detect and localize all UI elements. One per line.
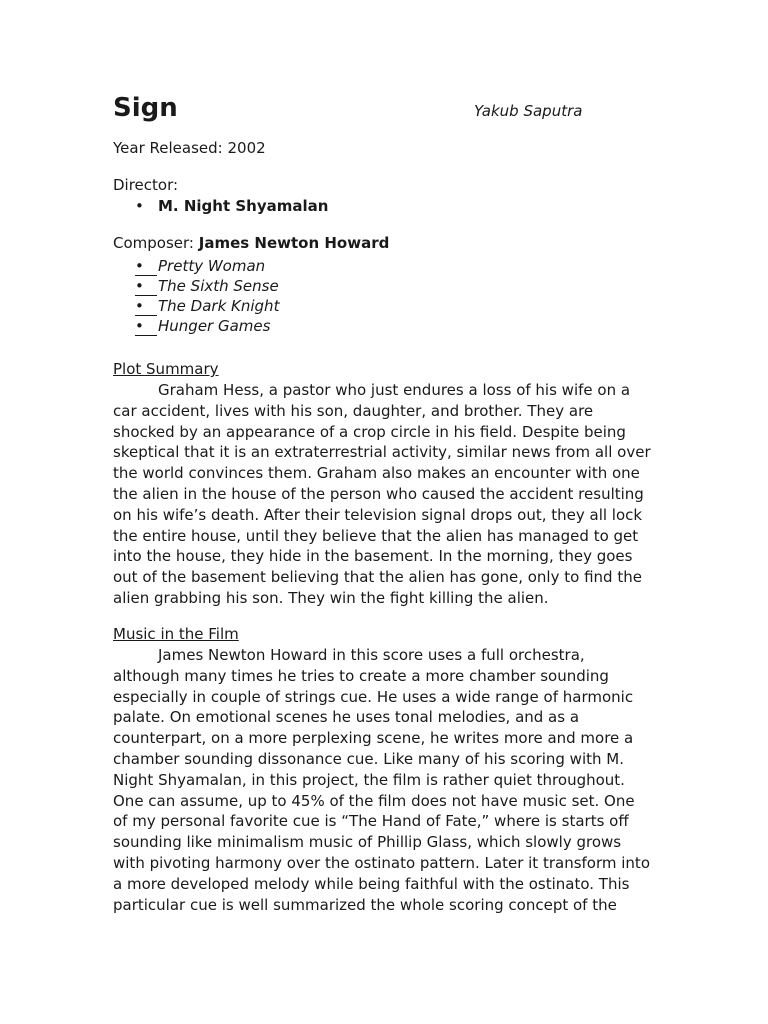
paragraph-line: out of the basement believing that the alien has gone, only to find the bbox=[113, 568, 642, 587]
paragraph-line: of my personal favorite cue is “The Hand of Fate,” where is starts off bbox=[113, 812, 629, 831]
composer-name: James Newton Howard bbox=[198, 234, 390, 252]
film-title: Pretty Woman bbox=[158, 257, 266, 275]
paragraph-line: into the house, they hide in the basement. In the morning, they goes bbox=[113, 547, 633, 566]
paragraph-line: especially in couple of strings cue. He uses a wide range of harmonic bbox=[113, 687, 634, 706]
bullet-icon: • bbox=[135, 316, 157, 336]
plot-summary-paragraph bbox=[113, 380, 661, 609]
music-paragraph bbox=[113, 645, 661, 915]
film-title: The Sixth Sense bbox=[158, 277, 279, 295]
paragraph-line: the alien in the house of the person who caused the accident resulting bbox=[113, 484, 644, 503]
director-name: M. Night Shyamalan bbox=[158, 197, 329, 215]
paragraph-line: One can assume, up to 45% of the film does not have music set. One bbox=[113, 791, 635, 810]
document-title: Sign bbox=[113, 93, 178, 123]
paragraph-line: shocked by an appearance of a crop circle in his field. Despite being bbox=[113, 422, 626, 441]
paragraph-line: Night Shyamalan, in this project, the film is rather quiet throughout. bbox=[113, 770, 625, 789]
film-title: The Dark Knight bbox=[158, 297, 280, 315]
paragraph-line: although many times he tries to create a more chamber sounding bbox=[113, 666, 609, 685]
music-heading: Music in the Film bbox=[113, 625, 239, 643]
paragraph-line: Graham Hess, a pastor who just endures a loss of his wife on a bbox=[158, 381, 631, 399]
plot-summary-heading: Plot Summary bbox=[113, 360, 219, 378]
paragraph-line: skeptical that it is an extraterrestrial activity, similar news from all over bbox=[113, 443, 651, 462]
year-released: Year Released: 2002 bbox=[113, 139, 266, 157]
paragraph-line: particular cue is well summarized the whole scoring concept of the bbox=[113, 895, 617, 914]
bullet-icon: • bbox=[135, 256, 157, 276]
paragraph-line: with pivoting harmony over the ostinato pattern. Later it transform into bbox=[113, 853, 650, 872]
bullet-icon: • bbox=[135, 296, 157, 316]
paragraph-line: on his wife’s death. After their television signal drops out, they all lock bbox=[113, 505, 643, 524]
director-label: Director: bbox=[113, 176, 179, 194]
paragraph-line: the entire house, until they believe that the alien has managed to get bbox=[113, 526, 639, 545]
paragraph-line: a more developed melody while being faithful with the ostinato. This bbox=[113, 874, 630, 893]
film-title: Hunger Games bbox=[158, 317, 271, 335]
paragraph-line: palate. On emotional scenes he uses tonal melodies, and as a bbox=[113, 708, 580, 727]
paragraph-line: counterpart, on a more perplexing scene, he writes more and more a bbox=[113, 729, 634, 748]
paragraph-line: sounding like minimalism music of Phillip Glass, which slowly grows bbox=[113, 833, 622, 852]
paragraph-line: car accident, lives with his son, daughter, and brother. They are bbox=[113, 401, 594, 420]
paragraph-line: chamber sounding dissonance cue. Like many of his scoring with M. bbox=[113, 749, 624, 768]
bullet-icon: • bbox=[135, 276, 157, 296]
paragraph-line: alien grabbing his son. They win the fight killing the alien. bbox=[113, 588, 549, 607]
composer-line bbox=[113, 233, 389, 253]
author-name: Yakub Saputra bbox=[474, 102, 583, 120]
paragraph-line: James Newton Howard in this score uses a full orchestra, bbox=[158, 646, 585, 664]
paragraph-line: the world convinces them. Graham also makes an encounter with one bbox=[113, 464, 640, 483]
bullet-icon: • bbox=[135, 197, 144, 215]
composer-label: Composer: bbox=[113, 234, 199, 252]
